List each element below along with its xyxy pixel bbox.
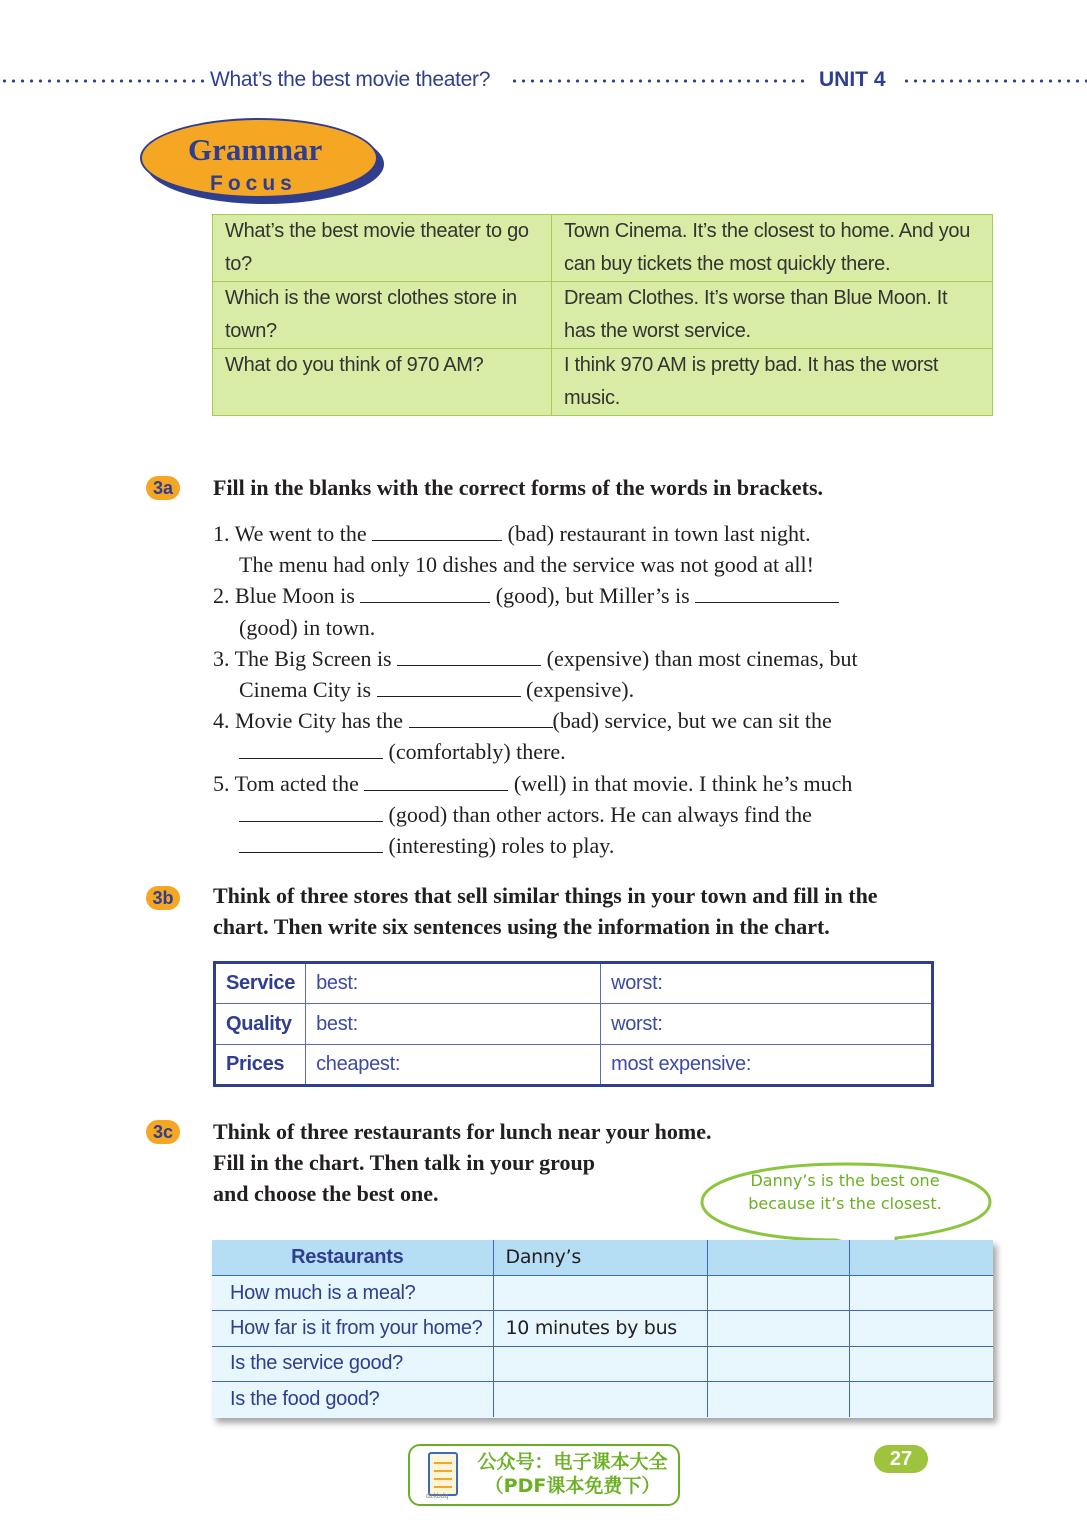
item-text: 1. We went to the bbox=[213, 521, 367, 546]
list-item bbox=[213, 549, 858, 580]
answer-cell[interactable] bbox=[849, 1275, 993, 1310]
badge-title-grammar: Grammar bbox=[188, 132, 323, 167]
header-dots-middle bbox=[510, 79, 808, 83]
restaurants-table bbox=[212, 1240, 993, 1417]
exercise-3a-list bbox=[213, 518, 858, 861]
answer-cell[interactable] bbox=[493, 1346, 707, 1381]
row-question: Is the service good? bbox=[212, 1346, 493, 1381]
item-text: (bad) service, but we can sit the bbox=[552, 708, 832, 734]
item-text: (expensive). bbox=[526, 677, 635, 703]
answer-blank[interactable] bbox=[239, 737, 383, 759]
answer-cell[interactable]: 10 minutes by bus bbox=[493, 1311, 707, 1346]
item-text: The menu had only 10 dishes and the service was not good at all! bbox=[239, 552, 814, 578]
table-header-row bbox=[212, 1240, 993, 1275]
column-header[interactable]: Danny’s bbox=[493, 1240, 707, 1275]
grammar-table bbox=[212, 214, 993, 416]
table-row bbox=[212, 1275, 993, 1310]
table-row bbox=[215, 963, 933, 1004]
item-text: 5. Tom acted the bbox=[213, 770, 359, 796]
stores-chart bbox=[213, 961, 934, 1087]
table-row bbox=[215, 1045, 933, 1086]
answer-blank[interactable] bbox=[360, 581, 490, 603]
answer-blank[interactable] bbox=[377, 675, 521, 697]
answer-blank[interactable] bbox=[239, 800, 383, 822]
table-row bbox=[213, 349, 993, 416]
column-header[interactable] bbox=[707, 1240, 849, 1275]
header-title: What’s the best movie theater? bbox=[210, 68, 491, 91]
list-item bbox=[213, 580, 858, 611]
item-text: 2. Blue Moon is bbox=[213, 583, 355, 609]
grammar-answer: Dream Clothes. It’s worse than Blue Moon. It has the worst service. bbox=[552, 282, 993, 349]
book-icon bbox=[428, 1452, 458, 1496]
answer-cell[interactable] bbox=[707, 1346, 849, 1381]
chart-cell[interactable]: best: bbox=[306, 1004, 601, 1045]
table-row bbox=[213, 282, 993, 349]
column-header: Restaurants bbox=[212, 1240, 493, 1275]
item-text: (bad) restaurant in town last night. bbox=[507, 521, 811, 546]
grammar-question: Which is the worst clothes store in town? bbox=[213, 282, 552, 349]
answer-blank[interactable] bbox=[364, 769, 508, 791]
bubble-line: because it’s the closest. bbox=[748, 1194, 942, 1213]
list-item bbox=[213, 612, 858, 643]
badge-title-focus: Focus bbox=[210, 172, 297, 195]
page-number: 27 bbox=[874, 1445, 928, 1473]
answer-cell[interactable] bbox=[849, 1382, 993, 1417]
grammar-question: What do you think of 970 AM? bbox=[213, 349, 552, 416]
exercise-3b-badge: 3b bbox=[146, 886, 180, 910]
item-text: (comfortably) there. bbox=[388, 739, 566, 765]
watermark-line: 公众号：电子课本大全 bbox=[477, 1451, 668, 1473]
exercise-3a-badge: 3a bbox=[146, 476, 180, 500]
list-item bbox=[213, 705, 858, 736]
item-text: (expensive) than most cinemas, but bbox=[546, 645, 858, 671]
speech-bubble-text bbox=[700, 1169, 990, 1215]
header-dots-left bbox=[0, 79, 205, 83]
badge-oval bbox=[140, 118, 378, 198]
item-text: (good) than other actors. He can always find the bbox=[388, 801, 812, 827]
answer-cell[interactable] bbox=[707, 1382, 849, 1417]
answer-cell[interactable] bbox=[849, 1311, 993, 1346]
answer-blank[interactable] bbox=[239, 831, 383, 853]
instruction-line: Think of three restaurants for lunch near your home. bbox=[213, 1119, 712, 1144]
row-question: How far is it from your home? bbox=[212, 1311, 493, 1346]
row-label: Quality bbox=[215, 1004, 306, 1045]
grammar-answer: I think 970 AM is pretty bad. It has the worst music. bbox=[552, 349, 993, 416]
exercise-3c-instruction bbox=[213, 1116, 712, 1209]
row-label: Prices bbox=[215, 1045, 306, 1086]
answer-cell[interactable] bbox=[707, 1275, 849, 1310]
list-item bbox=[213, 736, 858, 767]
exercise-3b-instruction bbox=[213, 880, 878, 942]
list-item bbox=[213, 518, 858, 549]
list-item bbox=[213, 643, 858, 674]
list-item bbox=[213, 768, 858, 799]
answer-cell[interactable] bbox=[707, 1311, 849, 1346]
grammar-question: What’s the best movie theater to go to? bbox=[213, 215, 552, 282]
exercise-3c-badge: 3c bbox=[146, 1120, 180, 1144]
list-item bbox=[213, 830, 858, 861]
instruction-line: Think of three stores that sell similar things in your town and fill in the bbox=[213, 883, 878, 908]
row-label: Service bbox=[215, 963, 306, 1004]
bubble-line: Danny’s is the best one bbox=[750, 1171, 940, 1190]
answer-blank[interactable] bbox=[397, 644, 541, 666]
row-question: Is the food good? bbox=[212, 1382, 493, 1417]
table-row bbox=[212, 1346, 993, 1381]
item-text: Cinema City is bbox=[239, 677, 371, 703]
table-row bbox=[212, 1311, 993, 1346]
answer-cell[interactable] bbox=[493, 1382, 707, 1417]
page-header bbox=[0, 66, 1087, 98]
answer-blank[interactable] bbox=[372, 519, 502, 541]
chart-cell[interactable]: most expensive: bbox=[601, 1045, 933, 1086]
answer-cell[interactable] bbox=[493, 1275, 707, 1310]
table-row bbox=[213, 215, 993, 282]
table-row bbox=[215, 1004, 933, 1045]
item-text: (good) in town. bbox=[239, 614, 376, 640]
column-header[interactable] bbox=[849, 1240, 993, 1275]
item-text: (interesting) roles to play. bbox=[388, 833, 615, 859]
chart-cell[interactable]: worst: bbox=[601, 1004, 933, 1045]
item-text: (good), but Miller’s is bbox=[495, 583, 690, 609]
answer-blank[interactable] bbox=[695, 581, 839, 603]
instruction-line: and choose the best one. bbox=[213, 1181, 439, 1206]
watermark-box bbox=[408, 1444, 680, 1506]
grammar-answer: Town Cinema. It’s the closest to home. And you can buy tickets the most quickly there. bbox=[552, 215, 993, 282]
chart-cell[interactable]: best: bbox=[306, 963, 601, 1004]
answer-blank[interactable] bbox=[409, 706, 553, 728]
instruction-line: chart. Then write six sentences using the information in the chart. bbox=[213, 914, 830, 939]
instruction-line: Fill in the chart. Then talk in your group bbox=[213, 1150, 596, 1175]
watermark-small-text: dzkbdq bbox=[426, 1493, 449, 1500]
list-item bbox=[213, 799, 858, 830]
watermark-line: （PDF课本免费下） bbox=[484, 1475, 661, 1497]
table-row bbox=[212, 1382, 993, 1417]
list-item bbox=[213, 674, 858, 705]
item-text: 4. Movie City has the bbox=[213, 708, 404, 734]
watermark-text bbox=[470, 1450, 675, 1498]
row-question: How much is a meal? bbox=[212, 1275, 493, 1310]
header-dots-right bbox=[902, 79, 1087, 83]
chart-cell[interactable]: worst: bbox=[601, 963, 933, 1004]
header-unit: UNIT 4 bbox=[819, 68, 886, 91]
restaurants-chart bbox=[212, 1240, 993, 1418]
item-text: 3. The Big Screen is bbox=[213, 645, 392, 671]
chart-cell[interactable]: cheapest: bbox=[306, 1045, 601, 1086]
exercise-3a-instruction: Fill in the blanks with the correct forms of the words in brackets. bbox=[213, 475, 824, 500]
answer-cell[interactable] bbox=[849, 1346, 993, 1381]
grammar-focus-badge bbox=[140, 118, 385, 204]
item-text: (well) in that movie. I think he’s much bbox=[513, 770, 853, 796]
